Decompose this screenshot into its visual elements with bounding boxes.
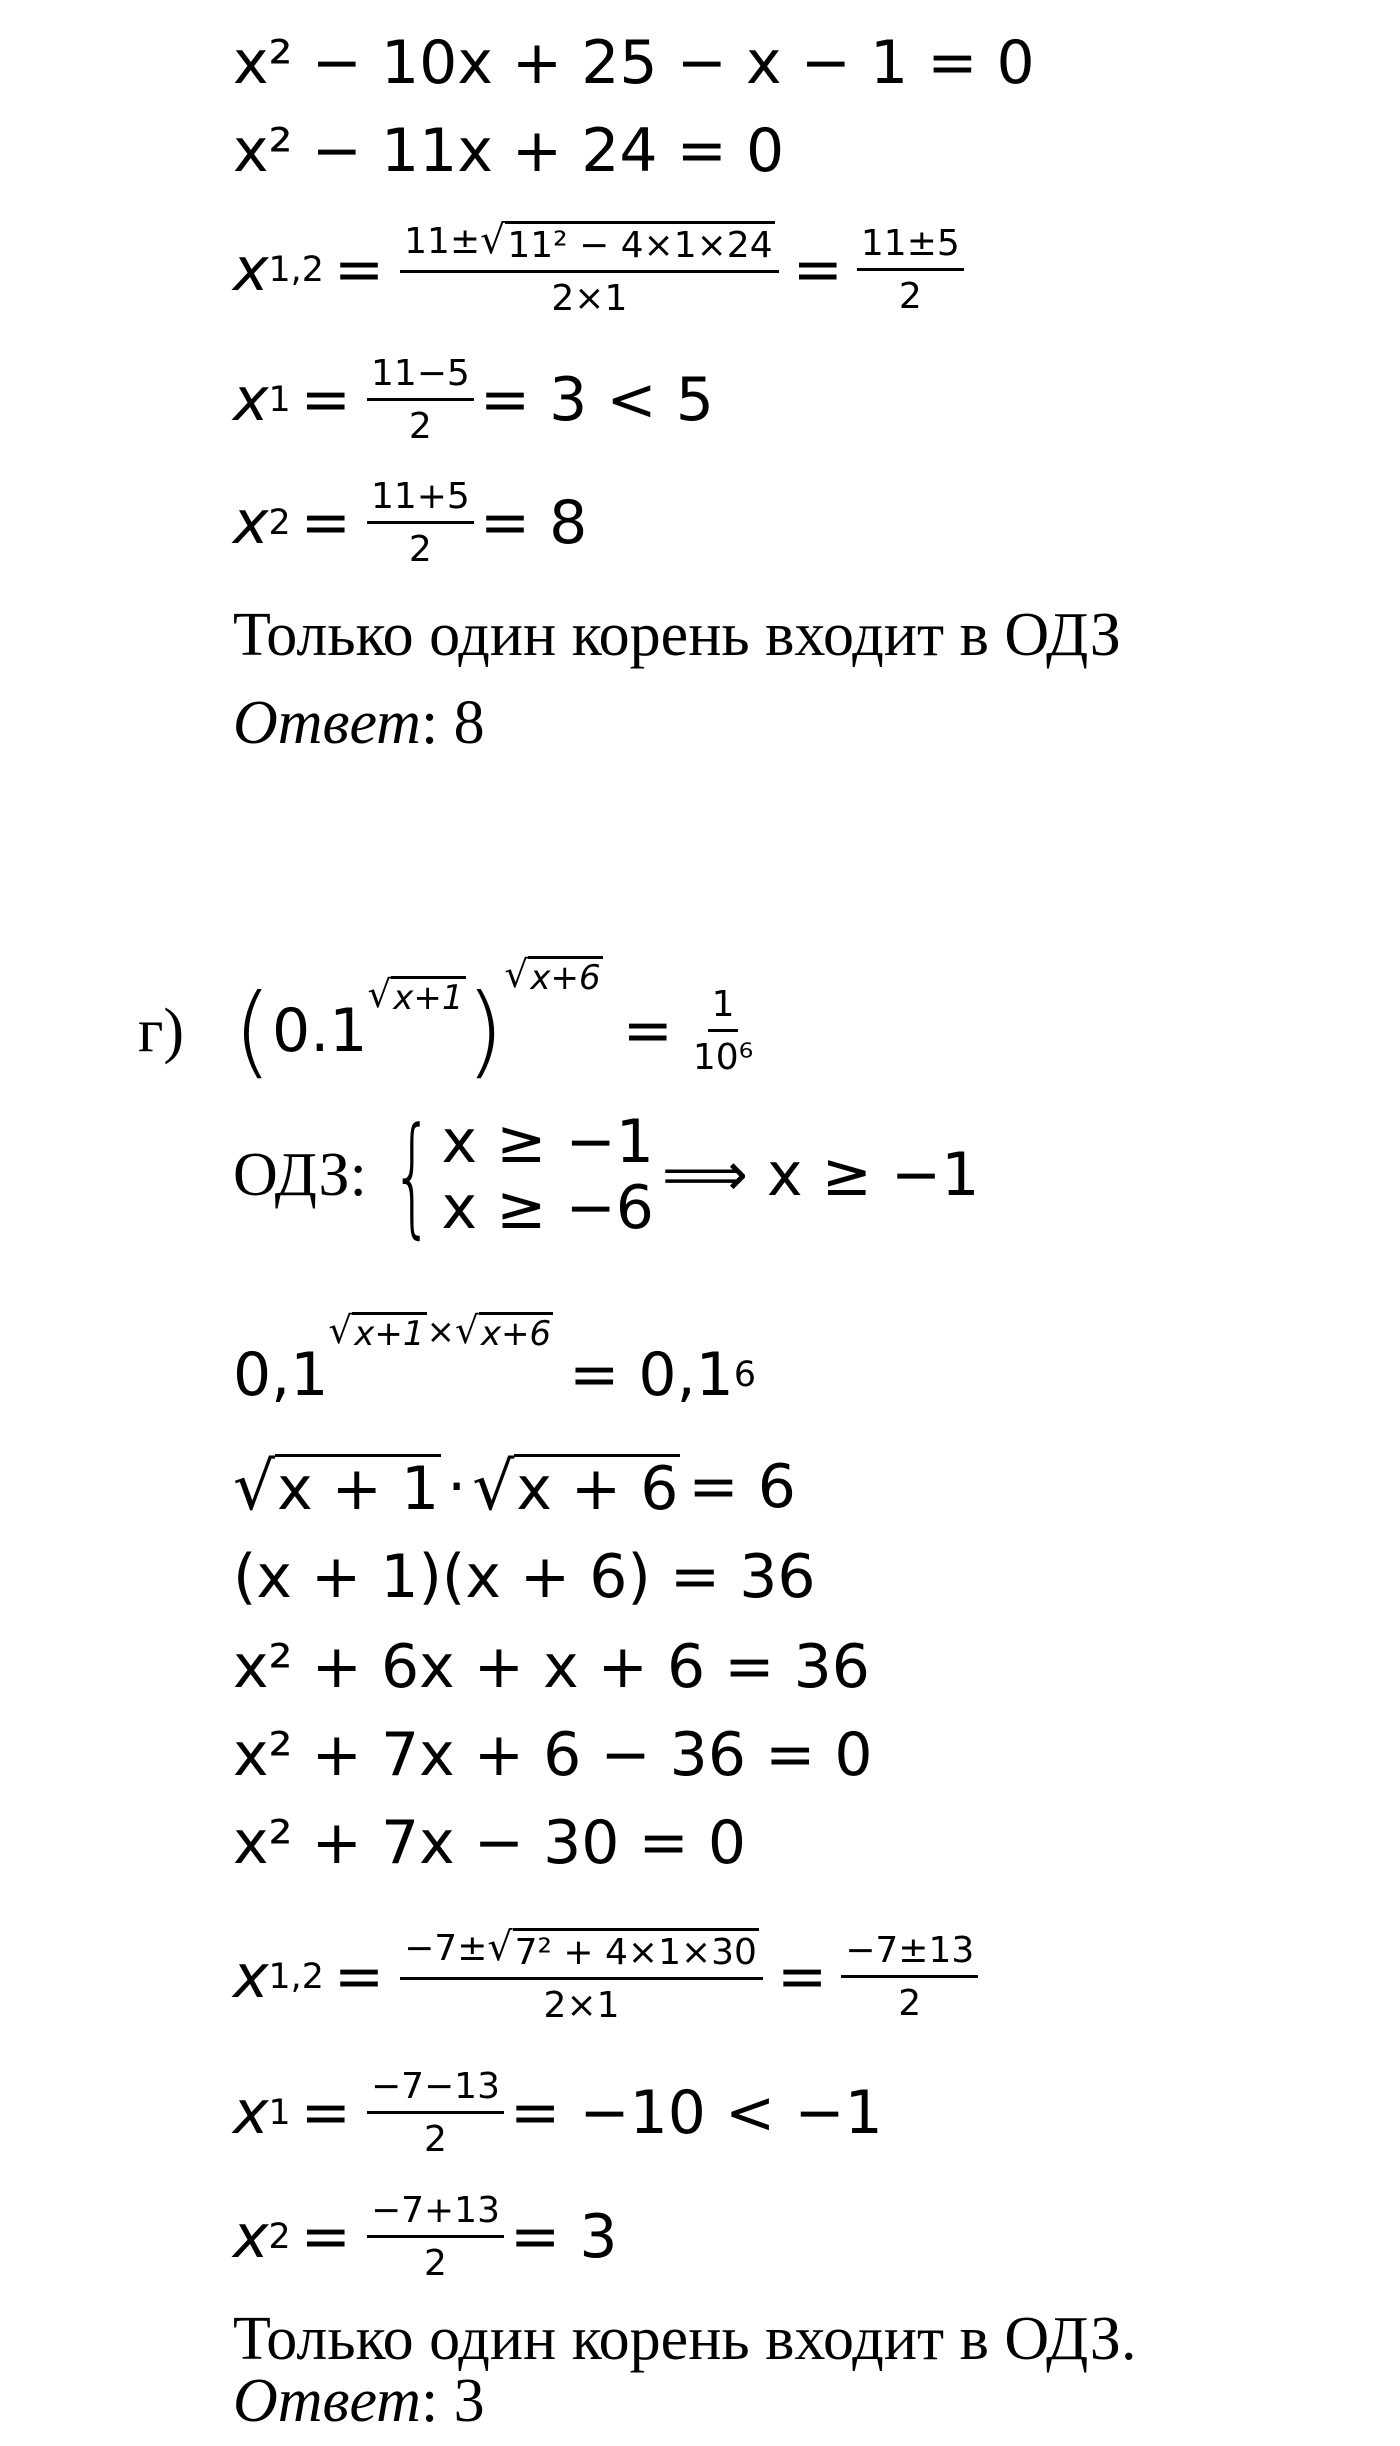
var-x: x	[233, 365, 269, 435]
roots-formula: x 1,2 = −7± √ 7² + 4×1×30 2×1 = $\frac{-7\pm 13}{2}$	[233, 1922, 984, 2032]
answer-value: : 3	[420, 2367, 485, 2435]
var-x: x	[233, 1942, 269, 2012]
step-sqrt-product: √ x + 1 · √ x + 6 = 6	[233, 1448, 796, 1525]
answer-line	[233, 2356, 485, 2446]
equals-sign: =	[776, 1942, 828, 2012]
step-exponent-product: 0,1 √ x+1 × √ x+6 = 0,1 6	[233, 1308, 756, 1410]
fraction-denominator: 10⁶	[692, 1036, 754, 1078]
rhs-fraction	[689, 985, 757, 1077]
root-result: = 8	[479, 488, 588, 558]
answer-label: Ответ	[233, 2367, 421, 2435]
equation-text: x² − 11x + 24 = 0	[233, 116, 785, 186]
equals-sign: =	[333, 235, 385, 305]
brace-icon: {	[391, 1099, 433, 1251]
root-x1: x 1 = $\frac{-7-13}{2}$ = −10 < −1	[233, 2065, 883, 2160]
equals-sign: =	[300, 365, 351, 435]
outer-exponent: √ x+6	[504, 952, 601, 998]
equals-sign: =	[622, 996, 673, 1066]
rhs-value: = 0,1	[569, 1340, 734, 1410]
fraction-numerator: 1	[708, 985, 739, 1032]
equals-sign: =	[333, 1942, 385, 2012]
odz-result: ⟹ x ≥ −1	[661, 1140, 980, 1210]
fraction-numerator: 11+5	[367, 477, 474, 524]
fraction-denominator: 2×1	[543, 1985, 620, 2026]
fraction-numerator: 11±5	[857, 224, 964, 271]
radicand: x + 1	[277, 1454, 440, 1524]
system-row: x ≥ −1	[441, 1107, 654, 1177]
equation-text: x² + 7x + 6 − 36 = 0	[233, 1720, 873, 1790]
root-fraction	[367, 2067, 504, 2159]
answer-label: Ответ	[233, 689, 421, 757]
sqrt-expression: √ x + 1	[233, 1448, 440, 1525]
equation-text: x² − 10x + 25 − x − 1 = 0	[233, 28, 1035, 98]
fraction-numerator	[400, 1924, 763, 1980]
roots-formula: x 1,2 = 11± √ 11² − 4×1×24 2×1 = $\frac{11\pm 5}{2}$	[233, 215, 970, 325]
equals-sign: =	[300, 488, 351, 558]
radicand: x+6	[480, 1314, 552, 1354]
step-quadratic	[233, 1788, 746, 1898]
product-exponent: √ x+1 × √ x+6	[328, 1308, 552, 1354]
answer-line	[233, 668, 485, 778]
problem-equation: ( 0.1 √ x+1 ) √ x+6 = $\frac{1}{\text{10⁶}}$	[233, 976, 763, 1086]
domain-condition	[233, 1099, 980, 1251]
sqrt-expression: √ 11² − 4×1×24	[480, 217, 773, 267]
root-result: = −10 < −1	[509, 2078, 883, 2148]
fraction-numerator: 11−5	[367, 354, 474, 401]
odz-label: ОДЗ:	[233, 1141, 367, 1209]
var-x: x	[233, 235, 269, 305]
equals-sign: =	[792, 235, 843, 305]
fraction-numerator: −7+13	[367, 2191, 504, 2238]
part-label	[138, 976, 184, 1086]
root-result: = 3 < 5	[479, 365, 714, 435]
fraction-denominator: 2	[424, 2118, 447, 2160]
radicand: 11² − 4×1×24	[505, 221, 774, 266]
fraction-denominator: 2	[898, 1982, 922, 2024]
equation-simplified	[233, 96, 784, 206]
fraction-denominator: 2	[408, 405, 432, 447]
simplified-fraction	[841, 1931, 978, 2023]
root-fraction	[367, 2191, 504, 2283]
discriminant-fraction	[400, 1924, 763, 2026]
radicand: x + 6	[516, 1454, 679, 1524]
fraction-numerator: −7−13	[367, 2067, 504, 2114]
root-x2: x 2 = $\frac{-7+13}{2}$ = 3	[233, 2189, 618, 2284]
fraction-denominator: 2	[408, 528, 432, 570]
numerator-prefix: −7±	[404, 1928, 488, 1970]
radicand: x+6	[530, 958, 601, 998]
equals-sign: =	[300, 2202, 351, 2272]
inequality-system	[371, 1099, 654, 1251]
sqrt-expression: √ 7² + 4×1×30	[487, 1924, 757, 1974]
fraction-denominator: 2×1	[551, 278, 628, 319]
fraction-denominator: 2	[424, 2242, 447, 2284]
root-fraction	[367, 477, 474, 569]
var-x: x	[233, 2078, 269, 2148]
base-value: 0.1	[272, 996, 368, 1066]
var-x: x	[233, 2202, 269, 2272]
equation-text: x² + 7x − 30 = 0	[233, 1808, 747, 1878]
root-x2: x 2 = $\frac{11+5}{2}$ = 8	[233, 475, 588, 570]
radicand: 7² + 4×1×30	[513, 1928, 759, 1973]
equation-text: x² + 6x + x + 6 = 36	[233, 1632, 870, 1702]
simplified-fraction	[857, 224, 964, 316]
radicand: x+1	[393, 978, 464, 1018]
note-text: Только один корень входит в ОДЗ	[233, 601, 1121, 669]
root-x1: x 1 = $\frac{11-5}{2}$ = 3 < 5	[233, 352, 714, 447]
numerator-prefix: 11±	[404, 221, 481, 263]
equation-text: (x + 1)(x + 6) = 36	[233, 1542, 816, 1612]
system-row: x ≥ −6	[441, 1173, 654, 1243]
note-text: Только один корень входит в ОДЗ.	[233, 2305, 1137, 2373]
base-value: 0,1	[233, 1340, 329, 1410]
inner-exponent: √ x+1	[367, 972, 464, 1018]
equals-sign: =	[300, 2078, 351, 2148]
root-fraction	[367, 354, 474, 446]
answer-value: : 8	[420, 689, 485, 757]
radicand: x+1	[354, 1314, 425, 1354]
root-result: = 3	[509, 2202, 618, 2272]
fraction-denominator: 2	[898, 275, 922, 317]
part-letter: г)	[138, 996, 185, 1065]
var-x: x	[233, 488, 269, 558]
rhs-value: = 6	[688, 1452, 796, 1522]
fraction-numerator	[400, 217, 778, 273]
fraction-numerator: −7±13	[841, 1931, 978, 1978]
sqrt-expression: √ x + 6	[472, 1448, 679, 1525]
